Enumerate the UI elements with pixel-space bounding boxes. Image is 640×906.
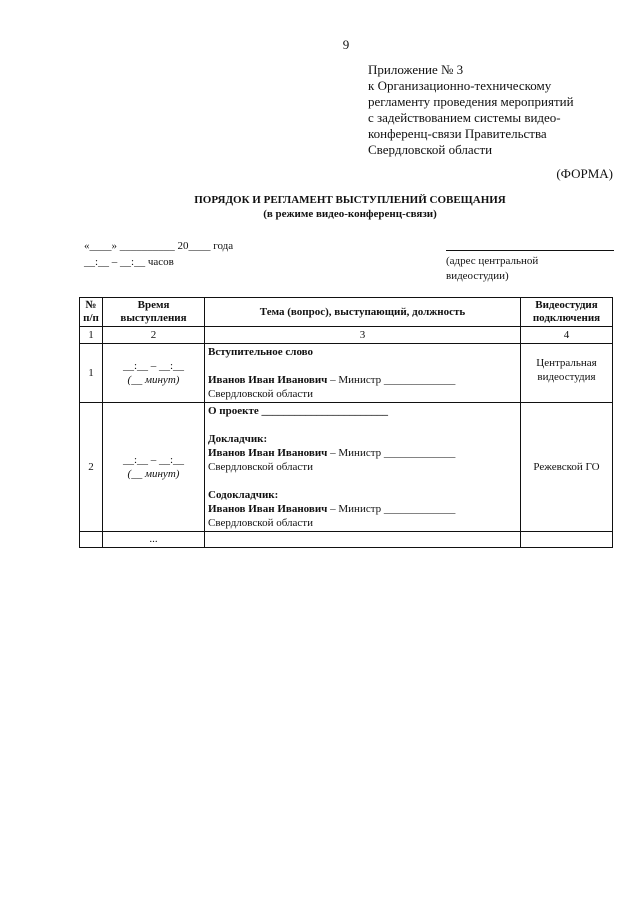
date-field: «____» __________ 20____ года bbox=[84, 240, 234, 252]
speaker-name: Иванов Иван Иванович bbox=[208, 374, 328, 386]
row-topic bbox=[205, 344, 521, 403]
time-field: __:__ – __:__ часов bbox=[84, 256, 174, 268]
title-main: ПОРЯДОК И РЕГЛАМЕНТ ВЫСТУПЛЕНИЙ СОВЕЩАНИЯ bbox=[194, 194, 506, 206]
coreporter bbox=[208, 502, 517, 516]
reporter-role: – Министр _____________ bbox=[327, 447, 456, 459]
ellipsis-cell: ... bbox=[103, 532, 205, 548]
address-block bbox=[446, 238, 614, 284]
appendix-header bbox=[368, 62, 618, 158]
topic-title: О проекте _______________________ bbox=[208, 405, 389, 417]
appendix-line: с задействованием системы видео- bbox=[368, 110, 561, 125]
appendix-line: Приложение № 3 bbox=[368, 62, 464, 77]
row-num: 2 bbox=[80, 403, 103, 532]
appendix-line: регламенту проведения мероприятий bbox=[368, 94, 574, 109]
table-row bbox=[80, 344, 613, 403]
row-studio: Центральная видеостудия bbox=[521, 344, 613, 403]
time-range: __:__ – __:__ bbox=[122, 454, 185, 466]
ellipsis-cell bbox=[521, 532, 613, 548]
col-number: 3 bbox=[205, 327, 521, 344]
reporter-name: Иванов Иван Иванович bbox=[208, 447, 328, 459]
title-sub: (в режиме видео-конференц-связи) bbox=[263, 208, 437, 220]
minutes: (__ минут) bbox=[127, 374, 180, 386]
coreporter-name: Иванов Иван Иванович bbox=[208, 503, 328, 515]
date-time-block bbox=[84, 238, 233, 270]
time-range: __:__ – __:__ bbox=[122, 360, 185, 372]
row-time bbox=[103, 403, 205, 532]
address-underline bbox=[446, 238, 614, 251]
reporter-region: Свердловской области bbox=[208, 461, 313, 473]
address-label: видеостудии) bbox=[446, 270, 509, 282]
form-label: (ФОРМА) bbox=[556, 166, 613, 181]
col-number: 2 bbox=[103, 327, 205, 344]
minutes: (__ минут) bbox=[127, 468, 180, 480]
reporter-label: Докладчик: bbox=[208, 433, 268, 445]
reporter bbox=[208, 446, 517, 460]
col-number: 1 bbox=[80, 327, 103, 344]
coreporter-region: Свердловской области bbox=[208, 517, 313, 529]
schedule-table bbox=[79, 297, 613, 548]
table-row bbox=[80, 403, 613, 532]
header-row bbox=[80, 298, 613, 327]
ellipsis-row bbox=[80, 532, 613, 548]
spacer bbox=[208, 474, 517, 488]
column-number-row bbox=[80, 327, 613, 344]
header-studio: Видеостудия подключения bbox=[521, 298, 613, 327]
header-num: № п/п bbox=[80, 298, 103, 327]
ellipsis-cell bbox=[205, 532, 521, 548]
speaker-region: Свердловской области bbox=[208, 388, 313, 400]
row-topic bbox=[205, 403, 521, 532]
header-time: Время выступления bbox=[103, 298, 205, 327]
header-topic: Тема (вопрос), выступающий, должность bbox=[205, 298, 521, 327]
row-studio: Режевской ГО bbox=[521, 403, 613, 532]
col-number: 4 bbox=[521, 327, 613, 344]
page-number: 9 bbox=[342, 37, 350, 52]
speaker bbox=[208, 373, 517, 387]
coreporter-label: Содокладчик: bbox=[208, 489, 279, 501]
spacer bbox=[208, 418, 517, 432]
appendix-line: конференц-связи Правительства bbox=[368, 126, 547, 141]
spacer bbox=[208, 359, 517, 373]
row-num: 1 bbox=[80, 344, 103, 403]
coreporter-role: – Министр _____________ bbox=[327, 503, 456, 515]
ellipsis-cell bbox=[80, 532, 103, 548]
appendix-line: Свердловской области bbox=[368, 142, 493, 157]
speaker-role: – Министр _____________ bbox=[327, 374, 456, 386]
document-title bbox=[150, 193, 550, 221]
appendix-line: к Организационно-техническому bbox=[368, 78, 552, 93]
row-time bbox=[103, 344, 205, 403]
address-label: (адрес центральной bbox=[446, 255, 539, 267]
topic-title: Вступительное слово bbox=[208, 346, 314, 358]
